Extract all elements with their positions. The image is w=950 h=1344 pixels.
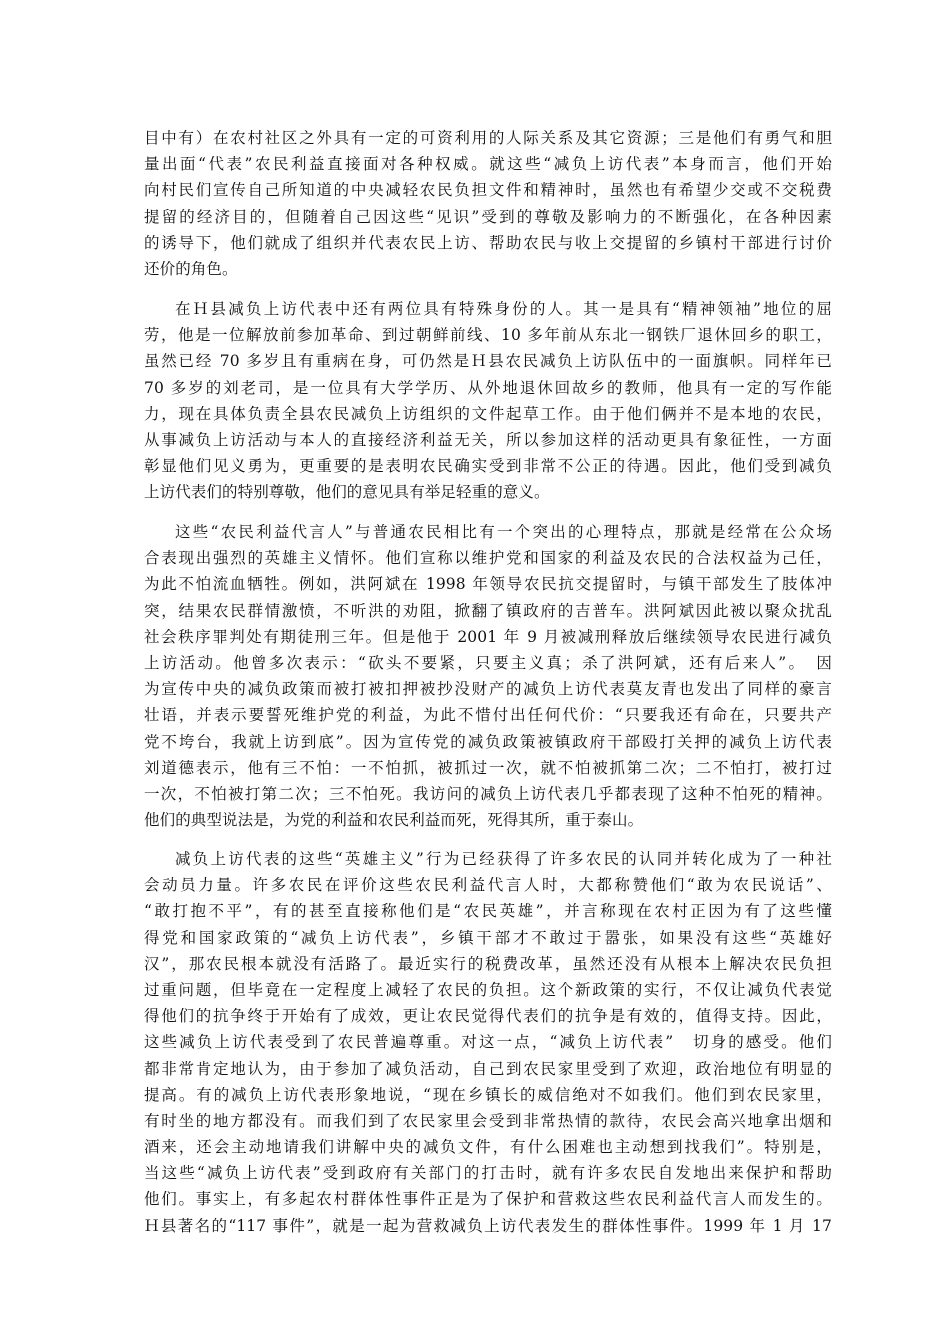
- text-line: 合表现出强烈的英雄主义情怀。他们宣称以维护党和国家的利益及农民的合法权益为己任，: [144, 549, 832, 568]
- text-line: 当这些“减负上访代表”受到政府有关部门的打击时，就有许多农民自发地出来保护和帮助: [144, 1164, 832, 1183]
- paragraph: [144, 125, 832, 282]
- text-line: 向村民们宣传自己所知道的中央减轻农民负担文件和精神时，虽然也有希望少交或不交税费: [144, 181, 832, 200]
- text-line: 壮语，并表示要誓死维护党的利益，为此不惜付出任何代价：“只要我还有命在，只要共产: [144, 706, 832, 725]
- text-line: 得党和国家政策的“减负上访代表”，乡镇干部才不敢过于嚣张，如果没有这些“英雄好: [144, 928, 832, 947]
- text-line: 70 多岁的刘老司，是一位具有大学学历、从外地退休回故乡的教师，他具有一定的写作能: [144, 378, 832, 397]
- text-line: Ｈ县著名的“117 事件”，就是一起为营救减负上访代表发生的群体性事件。1999 年 1 月 17: [144, 1216, 832, 1235]
- text-line: 党不垮台，我就上访到底”。因为宣传党的减负政策被镇政府干部殴打关押的减负上访代表: [144, 732, 832, 751]
- text-line: 彰显他们见义勇为，更重要的是表明农民确实受到非常不公正的待遇。因此，他们受到减负: [144, 457, 832, 476]
- text-line: 这些减负上访代表受到了农民普遍尊重。对这一点，“减负上访代表” 切身的感受。他们: [144, 1033, 832, 1052]
- text-line: 量出面“代表”农民利益直接面对各种权威。就这些“减负上访代表”本身而言，他们开始: [144, 155, 832, 174]
- paragraph: [144, 519, 832, 833]
- text-line: 为此不怕流血牺牲。例如，洪阿斌在 1998 年领导农民抗交提留时，与镇干部发生了肢体冲: [144, 575, 832, 594]
- text-line: 提高。有的减负上访代表形象地说，“现在乡镇长的威信绝对不如我们。他们到农民家里，: [144, 1085, 832, 1104]
- text-line: 汉”，那农民根本就没有活路了。最近实行的税费改革，虽然还没有从根本上解决农民负担: [144, 954, 832, 973]
- text-line: 刘道德表示，他有三不怕：一不怕抓，被抓过一次，就不怕被抓第二次；二不怕打，被打过: [144, 758, 832, 777]
- text-line: 上访代表们的特别尊敬，他们的意见具有举足轻重的意义。: [144, 483, 550, 502]
- text-line: 从事减负上访活动与本人的直接经济利益无关，所以参加这样的活动更具有象征性，一方面: [144, 430, 832, 449]
- text-line: 上访活动。他曾多次表示：“砍头不要紧，只要主义真；杀了洪阿斌，还有后来人”。 因: [144, 653, 832, 672]
- text-line: 过重问题，但毕竟在一定程度上减轻了农民的负担。这个新政策的实行，不仅让减负代表觉: [144, 980, 832, 999]
- text-line: 劳，他是一位解放前参加革命、到过朝鲜前线、10 多年前从东北一钢铁厂退休回乡的职工，: [144, 326, 832, 345]
- text-line: 酒来，还会主动地请我们讲解中央的减负文件，有什么困难也主动想到找我们”。特别是，: [144, 1138, 832, 1157]
- text-line: 的诱导下，他们就成了组织并代表农民上访、帮助农民与收上交提留的乡镇村干部进行讨价: [144, 233, 832, 252]
- text-line: 力，现在具体负责全县农民减负上访组织的文件起草工作。由于他们俩并不是本地的农民，: [144, 404, 832, 423]
- text-line: 突，结果农民群情激愤，不听洪的劝阻，掀翻了镇政府的吉普车。洪阿斌因此被以聚众扰乱: [144, 601, 832, 620]
- text-line: 为宣传中央的减负政策而被打被扣押被抄没财产的减负上访代表莫友青也发出了同样的豪言: [144, 680, 832, 699]
- text-line: 目中有）在农村社区之外具有一定的可资利用的人际关系及其它资源；三是他们有勇气和胆: [144, 129, 832, 147]
- text-line: 有时坐的地方都没有。而我们到了农民家里会受到非常热情的款待，农民会高兴地拿出烟和: [144, 1111, 832, 1130]
- text-line: 都非常肯定地认为，由于参加了减负活动，自己到农民家里受到了欢迎，政治地位有明显的: [144, 1059, 832, 1078]
- text-line: 虽然已经 70 多岁且有重病在身，可仍然是Ｈ县农民减负上访队伍中的一面旗帜。同样年已: [144, 352, 832, 371]
- paragraph: [144, 296, 832, 506]
- text-line: 这些“农民利益代言人”与普通农民相比有一个突出的心理特点，那就是经常在公众场: [175, 523, 832, 541]
- text-line: 还价的角色。: [144, 259, 238, 278]
- text-line: 他们。事实上，有多起农村群体性事件正是为了保护和营救这些农民利益代言人而发生的。: [144, 1190, 832, 1209]
- text-line: 减负上访代表的这些“英雄主义”行为已经获得了许多农民的认同并转化成为了一种社: [175, 850, 832, 868]
- paragraph: [144, 846, 832, 1239]
- text-line: 提留的经济目的，但随着自己因这些“见识”受到的尊敬及影响力的不断强化，在各种因素: [144, 207, 832, 226]
- text-line: 一次，不怕被打第二次；三不怕死。我访问的减负上访代表几乎都表现了这种不怕死的精神。: [144, 784, 832, 803]
- text-line: 社会秩序罪判处有期徒刑三年。但是他于 2001 年 9 月被减刑释放后继续领导农民进行减负: [144, 627, 832, 646]
- text-line: 他们的典型说法是，为党的利益和农民利益而死，死得其所，重于泰山。: [144, 811, 644, 830]
- text-line: 会动员力量。许多农民在评价这些农民利益代言人时，大都称赞他们“敢为农民说话”、: [144, 876, 832, 895]
- text-line: “敢打抱不平”，有的甚至直接称他们是“农民英雄”，并言称现在农村正因为有了这些懂: [144, 902, 832, 921]
- text-line: 得他们的抗争终于开始有了成效，更让农民觉得代表们的抗争是有效的，值得支持。因此，: [144, 1007, 832, 1026]
- text-line: 在Ｈ县减负上访代表中还有两位具有特殊身份的人。其一是具有“精神领袖”地位的屈: [175, 300, 832, 318]
